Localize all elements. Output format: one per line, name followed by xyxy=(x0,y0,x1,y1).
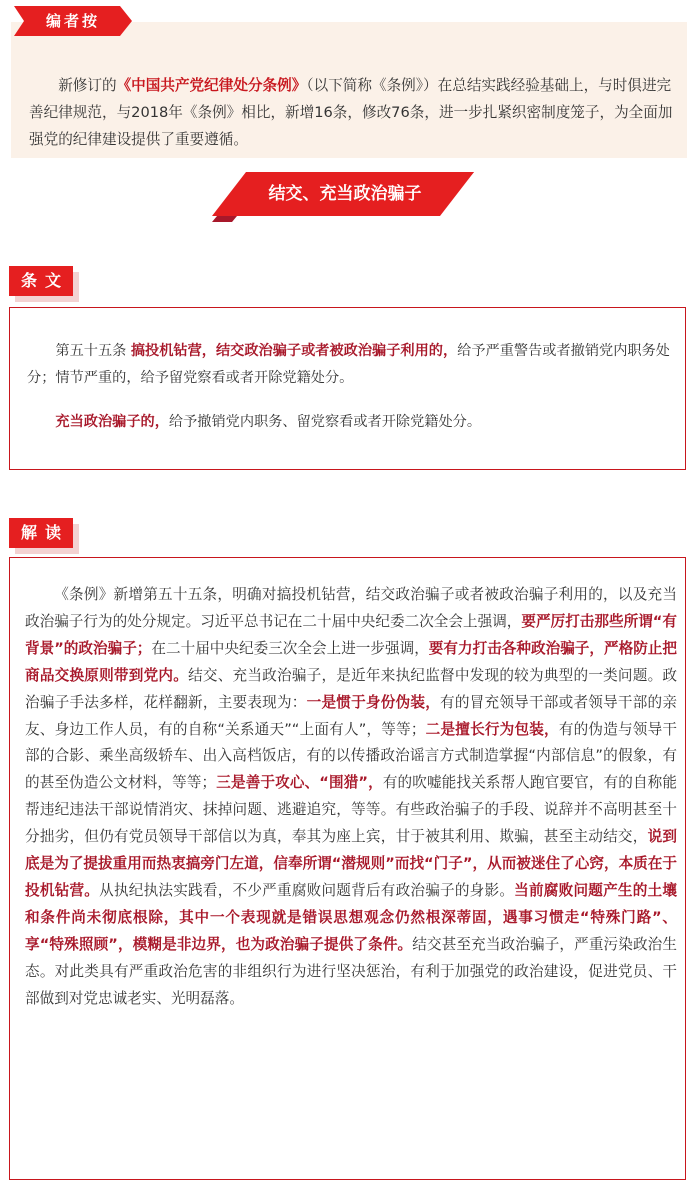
reading-emphasis: 要有力打击各种政治骗子，严格防止把商品交换原则带到党内。 xyxy=(25,639,677,684)
reading-text: 《条例》新增第五十五条，明确对搞投机钻营，结交政治骗子或者被政治骗子利用的，以及充当政治骗子行为的处分规定。习近平总书记在二十届中央纪委二次全会上强调， xyxy=(25,586,677,630)
article-p1-emphasis: 搞投机钻营，结交政治骗子或者被政治骗子利用的， xyxy=(130,343,458,359)
reading-text: 在二十届中央纪委三次全会上进一步强调， xyxy=(151,639,429,657)
article-number: 第五十五条 xyxy=(55,343,131,359)
reading-tag xyxy=(9,518,79,554)
editor-note-tag-label: 编者按 xyxy=(45,12,100,30)
article-tag xyxy=(9,266,79,302)
article-paragraph-1 xyxy=(27,338,671,392)
editor-note-text xyxy=(29,72,677,153)
reading-emphasis: 当前腐败问题产生的土壤和条件尚未彻底根除，其中一个表现就是错误思想观念仍然根深蒂固，遇事习惯走“特殊门路”、享“特殊照顾”，模糊是非边界，也为政治骗子提供了条件。 xyxy=(25,881,677,953)
article-paragraph-2 xyxy=(27,409,671,436)
reading-box xyxy=(9,557,686,1180)
article-box xyxy=(9,307,686,470)
editor-note-text-after: （以下简称《条例》）在总结实践经验基础上，与时俱进完善纪律规范，与2018年《条例》相比，新增16条，修改76条，进一步扎紧织密制度笼子，为全面加强党的纪律建设提供了重要遵循。 xyxy=(29,77,673,148)
regulation-name: 《中国共产党纪律处分条例》 xyxy=(116,77,307,94)
reading-paragraph xyxy=(25,582,677,1013)
reading-text: 有的吹嘘能找关系帮人跑官要官，有的自称能帮违纪违法干部说情消灾、抹掉问题、逃避追究，等等。有些政治骗子的手段、说辞并不高明甚至十分拙劣，但仍有党员领导干部信以为真，奉其为座上宾，甘于被其利用、欺骗，甚至主动结交， xyxy=(25,774,677,846)
editor-note-text-before: 新修订的 xyxy=(58,77,117,94)
reading-tag-label: 解读 xyxy=(20,523,69,542)
reading-text: 有的冒充领导干部或者领导干部的亲友、身边工作人员，有的自称“关系通天”“上面有人”，等等； xyxy=(25,693,677,738)
reading-text: 从执纪执法实践看，不少严重腐败问题背后有政治骗子的身影。 xyxy=(99,881,515,899)
editor-note-box xyxy=(11,22,687,158)
reading-text: 有的伪造与领导干部的合影、乘坐高级轿车、出入高档饭店，有的以传播政治谣言方式制造掌握“内部信息”的假象，有的甚至伪造公文材料，等等； xyxy=(25,720,677,792)
section-title: 结交、充当政治骗子 xyxy=(268,184,422,204)
reading-text: 结交甚至充当政治骗子，严重污染政治生态。对此类具有严重政治危害的非组织行为进行坚决惩治，有利于加强党的政治建设，促进党员、干部做到对党忠诚老实、光明磊落。 xyxy=(25,935,677,1007)
article-tag-label: 条文 xyxy=(20,271,69,290)
reading-emphasis: 三是善于攻心、“围猎”， xyxy=(216,774,383,792)
article-p1-rest: 给予严重警告或者撤销党内职务处分；情节严重的，给予留党察看或者开除党籍处分。 xyxy=(27,343,670,386)
reading-emphasis: 一是惯于身份伪装， xyxy=(306,693,441,711)
reading-text: 结交、充当政治骗子，是近年来执纪监督中发现的较为典型的一类问题。政治骗子手法多样，花样翻新，主要表现为： xyxy=(25,666,677,711)
reading-emphasis: 要严厉打击那些所谓“有背景”的政治骗子； xyxy=(25,612,677,657)
reading-emphasis: 二是擅长行为包装， xyxy=(425,720,559,738)
article-p2-emphasis: 充当政治骗子的， xyxy=(55,414,169,430)
editor-note-tag xyxy=(14,6,132,36)
section-title-banner xyxy=(212,172,474,222)
reading-emphasis: 说到底是为了提拔重用而热衷搞旁门左道，信奉所谓“潜规则”而找“门子”，从而被迷住了心窍，本质在于投机钻营。 xyxy=(25,828,677,899)
article-p2-rest: 给予撤销党内职务、留党察看或者开除党籍处分。 xyxy=(168,414,482,430)
